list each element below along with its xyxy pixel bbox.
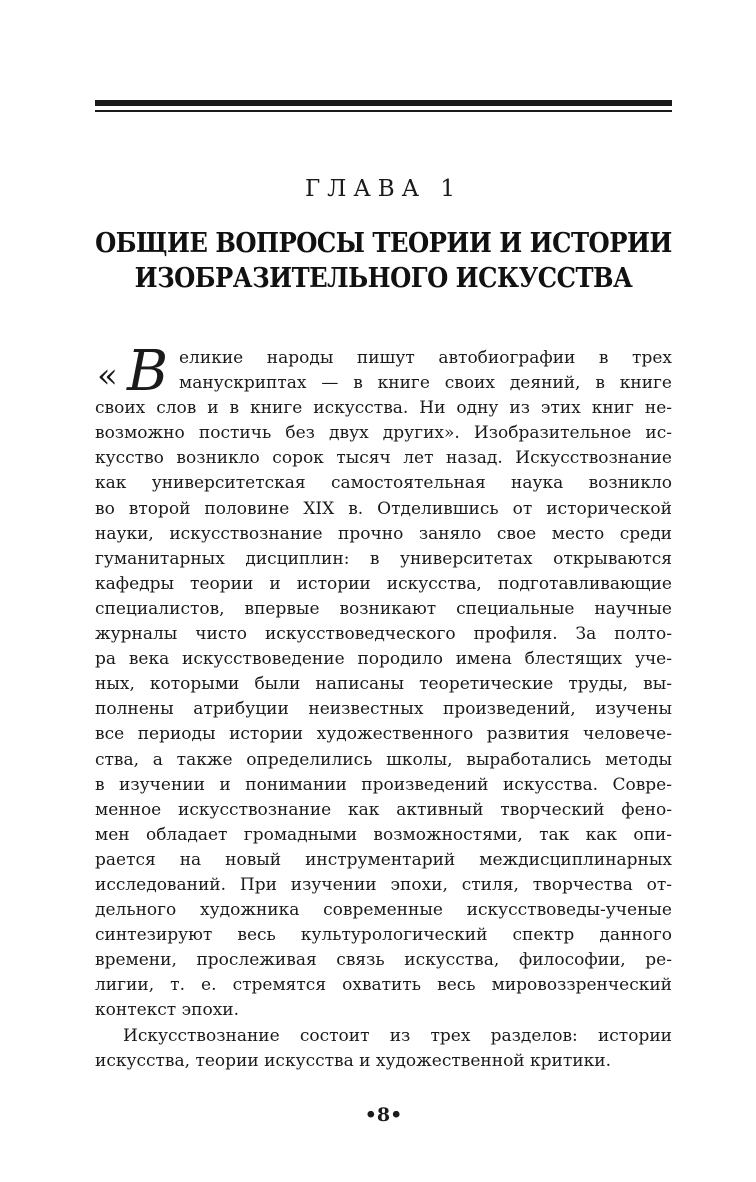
header-rule-thick [95, 100, 672, 106]
text-line: манускриптах — в книге своих деяний, в книге [179, 373, 672, 394]
text-line: кусство возникло сорок тысяч лет назад. Искусствознание [95, 448, 672, 469]
text-line: ных, которыми были написаны теоретические труды, вы- [95, 674, 672, 695]
drop-cap-letter: В [127, 339, 169, 404]
text-line: науки, искусствознание прочно заняло свое место среди [95, 523, 672, 544]
text-line: исследований. При изучении эпохи, стиля, творчества от- [95, 874, 672, 895]
text-line: лигии, т. е. стремятся охватить весь мировоззренческий [95, 975, 672, 996]
chapter-title-line: ОБЩИЕ ВОПРОСЫ ТЕОРИИ И ИСТОРИИ [95, 228, 672, 259]
text-line: специалистов, впервые возникают специальные научные [95, 598, 672, 619]
text-line: возможно постичь без двух других». Изобразительное ис- [95, 423, 672, 444]
text-line: ства, а также определились школы, выработались методы [95, 749, 672, 770]
text-line: рается на новый инструментарий междисциплинарных [95, 849, 672, 870]
text-line: гуманитарных дисциплин: в университетах открываются [95, 548, 672, 569]
text-line: полнены атрибуции неизвестных произведений, изучены [95, 699, 672, 720]
text-line: мен обладает громадными возможностями, так как опи- [95, 824, 672, 845]
text-line: синтезируют весь культурологический спектр данного [95, 925, 672, 946]
chapter-title-line: ИЗОБРАЗИТЕЛЬНОГО ИСКУССТВА [134, 263, 633, 294]
text-line: дельного художника современные искусствоведы-ученые [95, 900, 672, 921]
text-line: все периоды истории художественного развития человече- [95, 724, 672, 745]
text-line: контекст эпохи. [95, 1000, 240, 1021]
chapter-title [95, 226, 672, 296]
page-number: •8• [364, 1104, 403, 1126]
paragraph-2 [95, 1024, 672, 1074]
text-line: ра века искусствоведение породило имена блестящих уче- [95, 649, 672, 670]
text-line: искусства, теории искусства и художественной критики. [95, 1050, 611, 1071]
text-line: времени, прослеживая связь искусства, философии, ре- [95, 950, 672, 971]
text-line: своих слов и в книге искусства. Ни одну из этих книг не- [95, 398, 672, 419]
header-rule-thin [95, 110, 672, 112]
drop-cap [95, 339, 177, 404]
text-line: как университетская самостоятельная наука возникло [95, 473, 672, 494]
text-line: еликие народы пишут автобиографии в трех [179, 348, 672, 368]
chapter-label: ГЛАВА 1 [304, 176, 463, 202]
body-text [95, 339, 672, 1074]
text-line: менное искусствознание как активный творческий фено- [95, 799, 672, 820]
text-line: Искусствознание состоит из трех разделов: истории [123, 1025, 672, 1046]
text-line: в изучении и понимании произведений искусства. Совре- [95, 774, 672, 795]
text-line: кафедры теории и истории искусства, подготавливающие [95, 573, 672, 594]
paragraph-1 [95, 346, 672, 1024]
drop-cap-quote: « [97, 356, 118, 396]
text-line: во второй половине XIX в. Отделившись от исторической [95, 498, 672, 519]
text-line: журналы чисто искусствоведческого профиля. За полто- [95, 624, 672, 645]
